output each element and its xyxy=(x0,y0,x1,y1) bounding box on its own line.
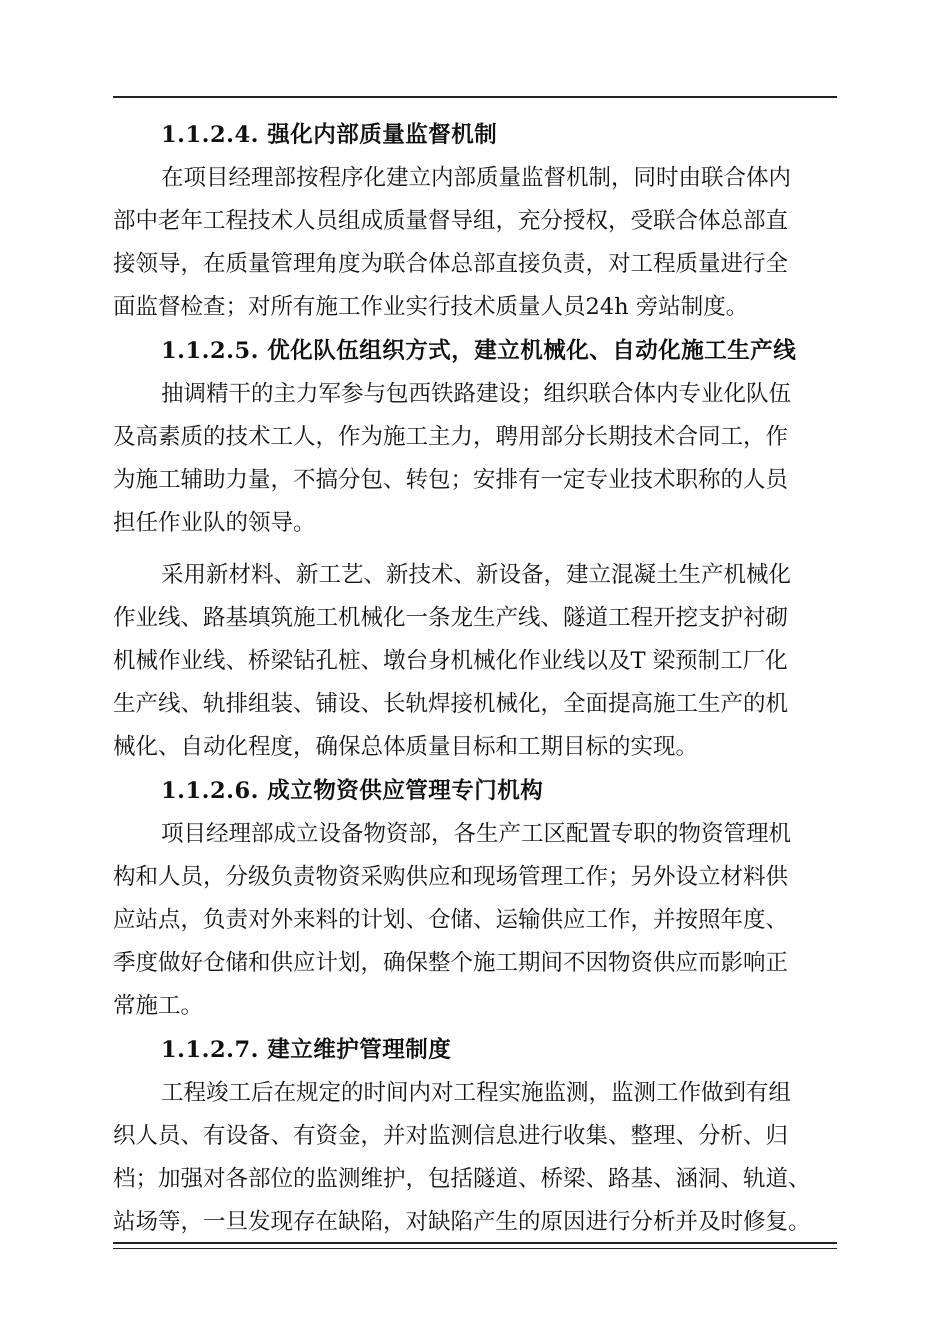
text-line: 机械作业线、桥梁钻孔桩、墩台身机械化作业线以及T 梁预制工厂化 xyxy=(113,648,788,674)
paragraph xyxy=(113,554,837,769)
section-heading: 1.1.2.4. 强化内部质量监督机制 xyxy=(161,122,498,148)
text-line: 在项目经理部按程序化建立内部质量监督机制，同时由联合体内 xyxy=(161,165,792,191)
text-line: 常施工。 xyxy=(113,993,204,1019)
section-1-1-2-5 xyxy=(113,329,837,769)
text-line: 档；加强对各部位的监测维护，包括隧道、桥梁、路基、涵洞、轨道、 xyxy=(113,1166,811,1192)
text-line: 部中老年工程技术人员组成质量督导组，充分授权，受联合体总部直 xyxy=(113,208,789,234)
text-line: 采用新材料、新工艺、新技术、新设备，建立混凝土生产机械化 xyxy=(161,562,792,588)
section-heading: 1.1.2.5. 优化队伍组织方式，建立机械化、自动化施工生产线 xyxy=(161,338,797,364)
text-line: 面监督检查；对所有施工作业实行技术质量人员24h 旁站制度。 xyxy=(113,294,749,320)
text-line: 工程竣工后在规定的时间内对工程实施监测，监测工作做到有组 xyxy=(161,1080,792,1106)
section-heading: 1.1.2.6. 成立物资供应管理专门机构 xyxy=(161,778,544,804)
footer-rule xyxy=(113,1242,837,1249)
text-line: 械化、自动化程度，确保总体质量目标和工期目标的实现。 xyxy=(113,734,699,760)
text-line: 作业线、路基填筑施工机械化一条龙生产线、隧道工程开挖支护衬砌 xyxy=(113,605,789,631)
text-line: 生产线、轨排组装、铺设、长轨焊接机械化，全面提高施工生产的机 xyxy=(113,691,789,717)
text-line: 为施工辅助力量，不搞分包、转包；安排有一定专业技术职称的人员 xyxy=(113,467,789,493)
text-line: 担任作业队的领导。 xyxy=(113,510,316,536)
section-1-1-2-7 xyxy=(113,1028,837,1244)
text-line: 项目经理部成立设备物资部，各生产工区配置专职的物资管理机 xyxy=(161,821,792,847)
header-rule xyxy=(113,96,837,98)
text-line: 及高素质的技术工人，作为施工主力，聘用部分长期技术合同工，作 xyxy=(113,424,789,450)
text-line: 构和人员，分级负责物资采购供应和现场管理工作；另外设立材料供 xyxy=(113,864,789,890)
text-line: 站场等，一旦发现存在缺陷，对缺陷产生的原因进行分析并及时修复。 xyxy=(113,1209,811,1235)
section-1-1-2-4 xyxy=(113,113,837,329)
text-line: 织人员、有设备、有资金，并对监测信息进行收集、整理、分析、归 xyxy=(113,1123,789,1149)
text-line: 季度做好仓储和供应计划，确保整个施工期间不因物资供应而影响正 xyxy=(113,950,789,976)
text-line: 抽调精干的主力军参与包西铁路建设；组织联合体内专业化队伍 xyxy=(161,381,792,407)
paragraph xyxy=(113,373,837,545)
document-body xyxy=(113,113,837,1244)
section-1-1-2-6 xyxy=(113,769,837,1028)
text-line: 应站点，负责对外来料的计划、仓储、运输供应工作，并按照年度、 xyxy=(113,907,789,933)
paragraph xyxy=(113,1072,837,1244)
text-line: 接领导，在质量管理角度为联合体总部直接负责，对工程质量进行全 xyxy=(113,251,789,277)
paragraph xyxy=(113,157,837,329)
paragraph xyxy=(113,813,837,1028)
section-heading: 1.1.2.7. 建立维护管理制度 xyxy=(161,1037,452,1063)
